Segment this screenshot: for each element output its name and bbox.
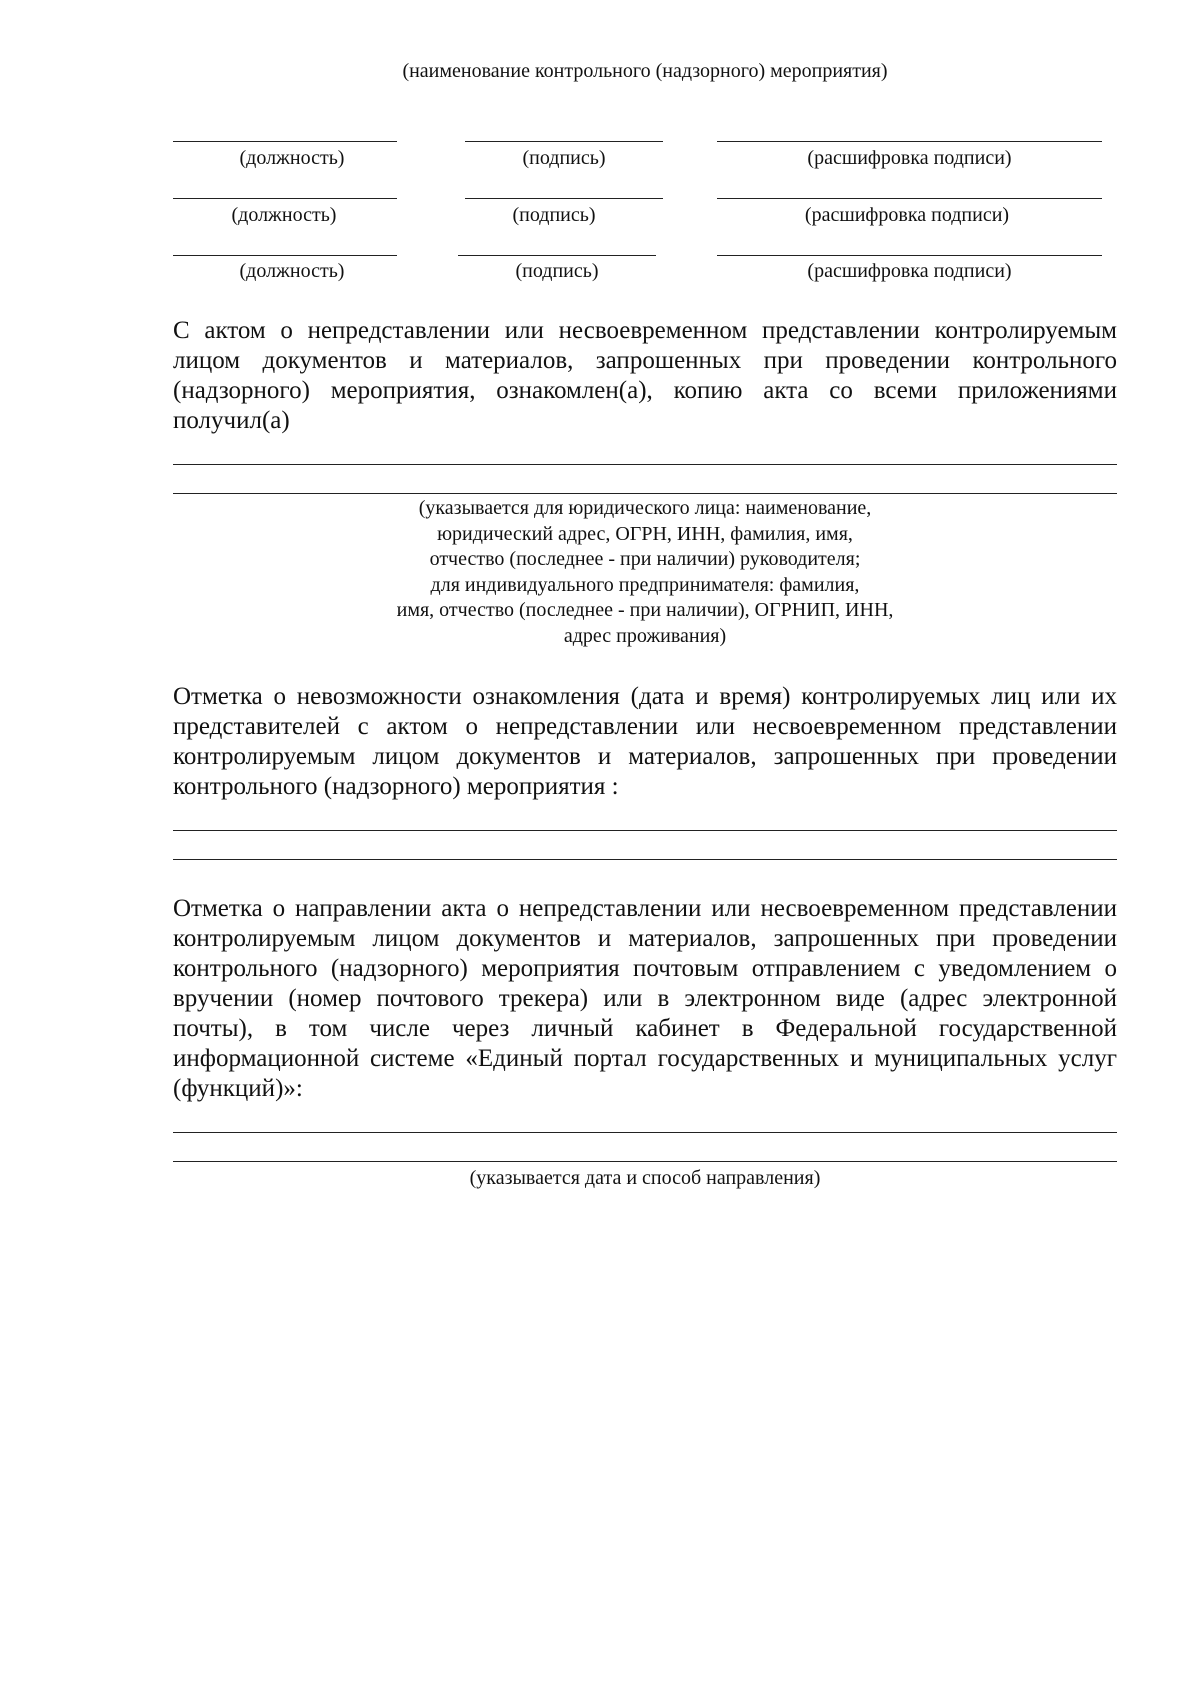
acknowledgement-caption-line-4: для индивидуального предпринимателя: фамилия, [430, 573, 860, 596]
sending-line-1 [173, 1132, 1117, 1133]
position-caption-1: (должность) [239, 147, 345, 169]
signature-line-1 [465, 141, 663, 142]
decoding-caption-3: (расшифровка подписи) [807, 260, 1012, 282]
acknowledgement-caption-line-5: имя, отчество (последнее - при наличии), ОГРНИП, ИНН, [396, 599, 894, 621]
impossibility-line-2 [173, 859, 1117, 860]
position-line-3 [173, 255, 397, 256]
acknowledgement-caption-line-6: адрес проживания) [563, 624, 727, 647]
impossibility-line-1 [173, 830, 1117, 831]
decoding-line-3 [717, 255, 1102, 256]
decoding-line-2 [717, 198, 1102, 199]
acknowledgement-line-1 [173, 464, 1117, 465]
sending-line-2 [173, 1161, 1117, 1162]
decoding-caption-1: (расшифровка подписи) [807, 147, 1012, 169]
acknowledgement-caption-line-1: (указывается для юридического лица: наименование, [418, 497, 872, 519]
acknowledgement-paragraph: С актом о непредставлении или несвоевременном представлении контролируемым лицом документов и материалов, запрошенных при проведении контрольного (надзорного) мероприятия, ознакомлен(а), копию акта со всеми приложениями получил(а) [173, 317, 1117, 434]
acknowledgement-caption-line-3: отчество (последнее - при наличии) руководителя; [429, 548, 861, 570]
position-line-2 [173, 198, 397, 199]
position-caption-2: (должность) [231, 204, 337, 226]
position-line-1 [173, 141, 397, 142]
event-name-caption: (наименование контрольного (надзорного) мероприятия) [402, 60, 888, 82]
impossibility-note-paragraph: Отметка о невозможности ознакомления (дата и время) контролируемых лиц или их представителей с актом о непредставлении или несвоевременном представлении контролируемым лицом документов и материалов, запрошенных при проведении контрольного (надзорного) мероприятия : [173, 683, 1117, 800]
sending-note-paragraph: Отметка о направлении акта о непредставлении или несвоевременном представлении контролируемым лицом документов и материалов, запрошенных при проведении контрольного (надзорного) мероприятия почтовым отправлением с уведомлением о вручении (номер почтового трекера) или в электронном виде (адрес электронной почты), в том числе через личный кабинет в Федеральной государственной информационной системе «Единый портал государственных и муниципальных услуг (функций)»: [173, 895, 1117, 1102]
signature-line-2 [465, 198, 663, 199]
signature-caption-1: (подпись) [522, 147, 606, 169]
decoding-caption-2: (расшифровка подписи) [804, 204, 1010, 226]
acknowledgement-caption-line-2: юридический адрес, ОГРН, ИНН, фамилия, имя, [437, 522, 853, 545]
acknowledgement-line-2 [173, 493, 1117, 494]
signature-line-3 [458, 255, 656, 256]
acknowledgement-caption [173, 496, 1117, 649]
decoding-line-1 [717, 141, 1102, 142]
sending-caption: (указывается дата и способ направления) [469, 1167, 821, 1189]
position-caption-3: (должность) [239, 260, 345, 282]
signature-caption-2: (подпись) [512, 204, 596, 226]
signature-caption-3: (подпись) [515, 260, 599, 282]
